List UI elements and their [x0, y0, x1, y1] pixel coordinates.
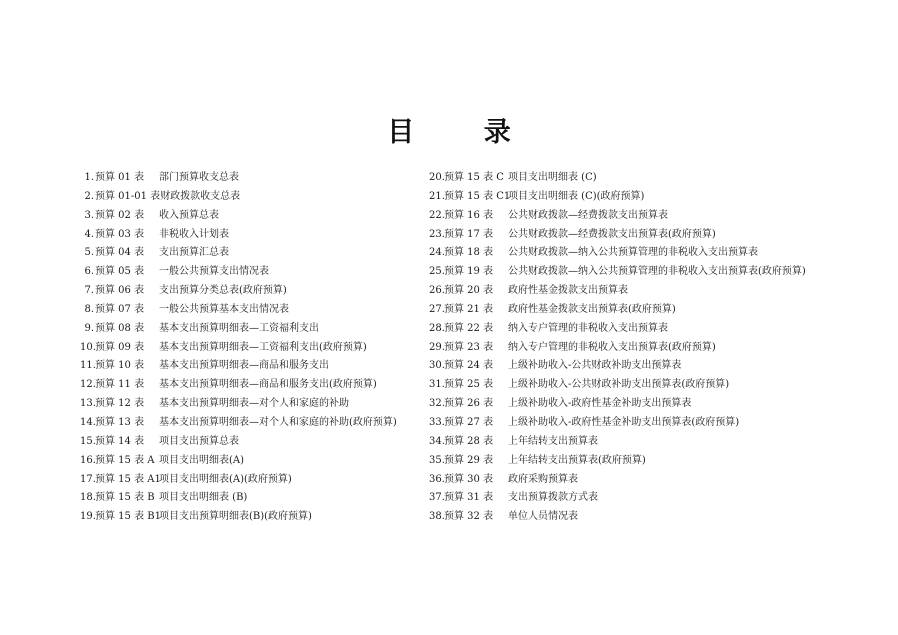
entry-code: 预算 27 表 [444, 416, 494, 428]
entry-title: 项目支出明细表 (B) [159, 492, 248, 504]
entry-number: 4. [84, 228, 94, 240]
entry-number: 16. [80, 454, 96, 466]
toc-entry[interactable] [429, 301, 849, 320]
entry-title: 公共财政拨款—纳入公共预算管理的非税收入支出预算表 [508, 247, 758, 259]
page-title: 目 录 [387, 117, 541, 148]
entry-number: 25. [429, 266, 445, 278]
entry-code: 预算 13 表 [95, 416, 145, 428]
entry-number: 5. [84, 247, 94, 259]
entry-code: 预算 15 表 C [444, 172, 504, 183]
entry-title: 基本支出预算明细表—对个人和家庭的补助 [159, 398, 349, 410]
toc-entry[interactable] [80, 508, 425, 527]
toc-entry[interactable] [429, 489, 849, 508]
entry-title: 一般公共预算支出情况表 [159, 266, 269, 278]
toc-entry[interactable] [80, 244, 425, 263]
toc-entry[interactable] [429, 357, 849, 376]
entry-title: 项目支出明细表(A) [159, 454, 245, 466]
entry-title: 上年结转支出预算表(政府预算) [508, 454, 646, 466]
entry-title: 基本支出预算明细表—工资福利支出 [159, 322, 319, 334]
toc-entry[interactable] [429, 207, 849, 226]
entry-code: 预算 16 表 [444, 209, 494, 221]
entry-code: 预算 25 表 [444, 379, 494, 391]
entry-number: 1. [84, 172, 94, 183]
toc-entry[interactable] [80, 282, 425, 301]
toc-entry[interactable] [80, 357, 425, 376]
toc-entry[interactable] [429, 244, 849, 263]
entry-number: 26. [429, 285, 445, 297]
entry-title: 上级补助收入-公共财政补助支出预算表(政府预算) [508, 379, 730, 391]
entry-number: 3. [84, 209, 94, 221]
toc-entry[interactable] [429, 508, 849, 527]
entry-title: 项目支出明细表 (C) [508, 172, 597, 183]
toc-right-column [429, 169, 849, 527]
entry-number: 6. [84, 266, 94, 278]
entry-code: 预算 15 表 A [95, 454, 155, 466]
entry-code: 预算 09 表 [95, 341, 145, 353]
entry-number: 30. [429, 360, 445, 372]
toc-entry[interactable] [80, 169, 425, 188]
entry-title: 基本支出预算明细表—对个人和家庭的补助(政府预算) [159, 416, 397, 428]
entry-code: 预算 11 表 [95, 379, 145, 391]
entry-title: 项目支出明细表 (C)(政府预算) [508, 190, 645, 202]
entry-number: 21. [429, 190, 445, 202]
entry-number: 28. [429, 322, 445, 334]
toc-entry[interactable] [429, 414, 849, 433]
entry-title: 项目支出明细表(A)(政府预算) [159, 473, 292, 485]
entry-title: 支出预算汇总表 [159, 247, 229, 259]
entry-code: 预算 23 表 [444, 341, 494, 353]
entry-code: 预算 18 表 [444, 247, 494, 259]
entry-number: 24. [429, 247, 445, 259]
entry-title: 基本支出预算明细表—工资福利支出(政府预算) [159, 341, 367, 353]
toc-entry[interactable] [429, 320, 849, 339]
entry-number: 32. [429, 398, 445, 410]
toc-entry[interactable] [429, 395, 849, 414]
toc-entry[interactable] [429, 169, 849, 188]
entry-title: 一般公共预算基本支出情况表 [159, 303, 289, 315]
entry-code: 预算 10 表 [95, 360, 145, 372]
toc-entry[interactable] [80, 471, 425, 490]
entry-code: 预算 31 表 [444, 492, 494, 504]
toc-entry[interactable] [429, 433, 849, 452]
toc-left-column [80, 169, 425, 527]
entry-code: 预算 12 表 [95, 398, 145, 410]
entry-title: 上级补助收入-政府性基金补助支出预算表(政府预算) [508, 416, 740, 428]
entry-title: 上级补助收入-公共财政补助支出预算表 [508, 360, 682, 372]
entry-number: 23. [429, 228, 445, 240]
toc-entry[interactable] [429, 282, 849, 301]
toc-entry[interactable] [80, 320, 425, 339]
entry-code: 预算 32 表 [444, 511, 494, 523]
toc-entry[interactable] [429, 339, 849, 358]
entry-title: 基本支出预算明细表—商品和服务支出(政府预算) [159, 379, 377, 391]
entry-number: 36. [429, 473, 445, 485]
entry-title: 公共财政拨款—纳入公共预算管理的非税收入支出预算表(政府预算) [508, 266, 806, 278]
entry-number: 31. [429, 379, 445, 391]
entry-number: 2. [84, 190, 94, 202]
toc-entry[interactable] [429, 471, 849, 490]
entry-number: 11. [80, 360, 96, 372]
entry-code: 预算 22 表 [444, 322, 494, 334]
entry-number: 18. [80, 492, 96, 504]
entry-title: 支出预算拨款方式表 [508, 492, 598, 504]
toc-entry[interactable] [429, 188, 849, 207]
entry-code: 预算 01 表 [95, 172, 145, 183]
entry-number: 17. [80, 473, 96, 485]
entry-number: 7. [84, 285, 94, 297]
entry-number: 38. [429, 511, 445, 523]
entry-number: 10. [80, 341, 96, 353]
entry-number: 13. [80, 398, 96, 410]
toc-entry[interactable] [80, 263, 425, 282]
entry-code: 预算 15 表 B1 [95, 511, 161, 523]
entry-title: 项目支出预算明细表(B)(政府预算) [159, 511, 312, 523]
entry-number: 8. [84, 303, 94, 315]
toc-entry[interactable] [80, 489, 425, 508]
toc-entry[interactable] [80, 207, 425, 226]
entry-code: 预算 08 表 [95, 322, 145, 334]
entry-title: 非税收入计划表 [159, 228, 229, 240]
toc-entry[interactable] [80, 339, 425, 358]
entry-code: 预算 30 表 [444, 473, 494, 485]
entry-code: 预算 20 表 [444, 285, 494, 297]
entry-code: 预算 24 表 [444, 360, 494, 372]
entry-number: 29. [429, 341, 445, 353]
entry-title: 上年结转支出预算表 [508, 435, 598, 447]
entry-number: 22. [429, 209, 445, 221]
entry-number: 15. [80, 435, 96, 447]
entry-title: 纳入专户管理的非税收入支出预算表(政府预算) [508, 341, 716, 353]
entry-code: 预算 03 表 [95, 228, 145, 240]
toc-entry[interactable] [80, 414, 425, 433]
entry-title: 政府采购预算表 [508, 473, 578, 485]
entry-title: 支出预算分类总表(政府预算) [159, 285, 287, 297]
entry-title: 公共财政拨款—经费拨款支出预算表(政府预算) [508, 228, 716, 240]
entry-number: 34. [429, 435, 445, 447]
entry-title: 部门预算收支总表 [159, 172, 239, 183]
toc-entry[interactable] [80, 376, 425, 395]
toc-entry[interactable] [429, 263, 849, 282]
entry-code: 预算 07 表 [95, 303, 145, 315]
entry-code: 预算 06 表 [95, 285, 145, 297]
entry-title: 政府性基金拨款支出预算表(政府预算) [508, 303, 676, 315]
toc-entry[interactable] [429, 376, 849, 395]
entry-title: 政府性基金拨款支出预算表 [508, 285, 628, 297]
entry-title: 基本支出预算明细表—商品和服务支出 [159, 360, 329, 372]
entry-title: 财政拨款收支总表 [160, 190, 241, 202]
toc-entry[interactable] [80, 301, 425, 320]
entry-code: 预算 26 表 [444, 398, 494, 410]
entry-code: 预算 14 表 [95, 435, 145, 447]
toc-entry[interactable] [80, 395, 425, 414]
entry-code: 预算 17 表 [444, 228, 494, 240]
entry-title: 上级补助收入-政府性基金补助支出预算表 [508, 398, 692, 410]
entry-number: 20. [429, 172, 445, 183]
toc-entry[interactable] [429, 226, 849, 245]
entry-title: 公共财政拨款—经费拨款支出预算表 [508, 209, 668, 221]
entry-title: 收入预算总表 [159, 209, 219, 221]
toc-entry[interactable] [80, 433, 425, 452]
entry-number: 12. [80, 379, 96, 391]
entry-number: 14. [80, 416, 96, 428]
entry-code: 预算 21 表 [444, 303, 494, 315]
entry-code: 预算 15 表 C1 [444, 190, 511, 202]
entry-title: 项目支出预算总表 [159, 435, 239, 447]
entry-title: 单位人员情况表 [508, 511, 578, 523]
entry-number: 35. [429, 454, 445, 466]
toc-entry[interactable] [80, 188, 425, 207]
entry-code: 预算 15 表 A1 [95, 473, 161, 485]
entry-code: 预算 04 表 [95, 247, 145, 259]
entry-code: 预算 19 表 [444, 266, 494, 278]
entry-number: 19. [80, 511, 96, 523]
entry-title: 纳入专户管理的非税收入支出预算表 [508, 322, 668, 334]
entry-number: 33. [429, 416, 445, 428]
toc-entry[interactable] [429, 452, 849, 471]
entry-number: 9. [84, 322, 94, 334]
entry-code: 预算 28 表 [444, 435, 494, 447]
entry-code: 预算 15 表 B [95, 492, 155, 504]
entry-code: 预算 29 表 [444, 454, 494, 466]
entry-number: 27. [429, 303, 445, 315]
toc-entry[interactable] [80, 452, 425, 471]
toc-entry[interactable] [80, 226, 425, 245]
entry-code: 预算 05 表 [95, 266, 145, 278]
entry-code: 预算 02 表 [95, 209, 145, 221]
entry-code: 预算 01-01 表 [95, 190, 161, 202]
entry-number: 37. [429, 492, 445, 504]
